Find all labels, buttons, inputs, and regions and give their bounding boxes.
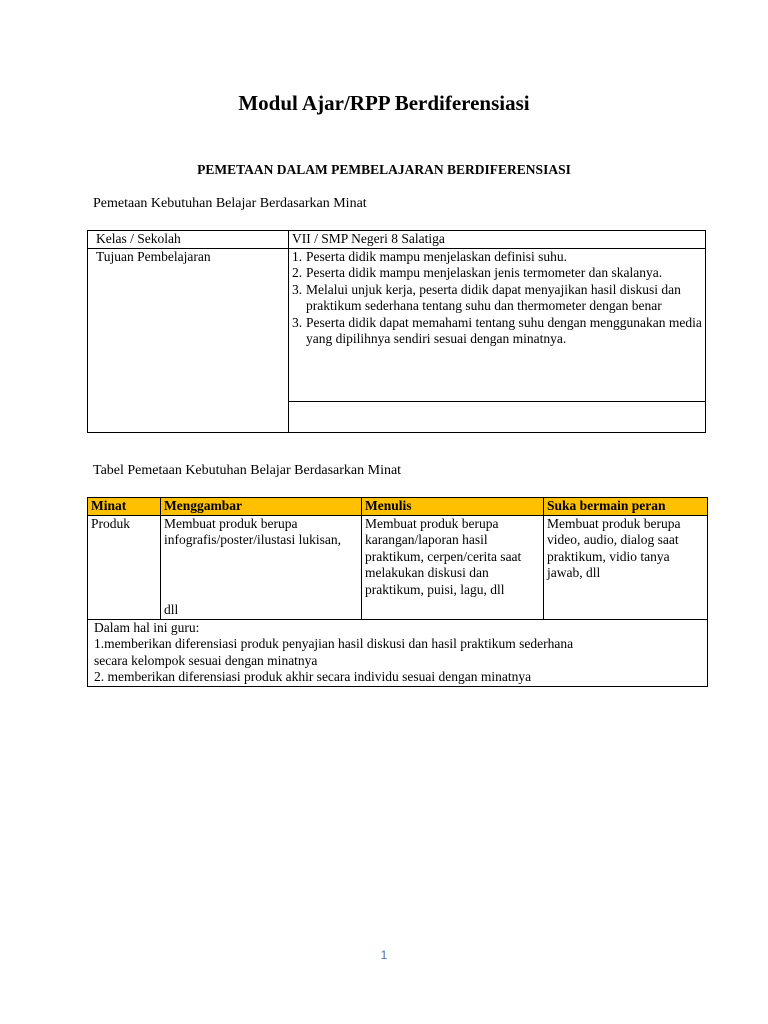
cell-menulis: Membuat produk berupa karangan/laporan hasil praktikum, cerpen/cerita saat melakukan diskusi dan praktikum, puisi, lagu, dll <box>362 515 544 619</box>
class-label: Kelas / Sekolah <box>88 231 289 249</box>
page-number: 1 <box>380 948 388 962</box>
class-value: VII / SMP Negeri 8 Salatiga <box>289 231 706 249</box>
section-subtitle: PEMETAAN DALAM PEMBELAJARAN BERDIFERENSIASI <box>197 162 571 177</box>
list-item: 2. Peserta didik mampu menjelaskan jenis termometer dan skalanya. <box>292 265 663 280</box>
table-header-row <box>88 498 708 516</box>
objectives-label: Tujuan Pembelajaran <box>88 248 289 432</box>
header-minat: Minat <box>88 498 161 516</box>
list-item: 1. Peserta didik mampu menjelaskan definisi suhu. <box>292 248 567 264</box>
menggambar-dll: dll <box>164 602 179 617</box>
note-line: secara kelompok sesuai dengan minatnya <box>94 652 318 668</box>
header-peran: Suka bermain peran <box>544 498 708 516</box>
note-line: 1.memberikan diferensiasi produk penyajian hasil diskusi dan hasil praktikum sederhana <box>94 636 574 651</box>
row-label-produk: Produk <box>88 515 161 619</box>
table-row <box>88 515 708 619</box>
list-item: 3. Peserta didik dapat memahami tentang suhu dengan menggunakan media yang dipilihnya sendiri sesuai dengan minatnya. <box>292 314 702 346</box>
table2-caption: Tabel Pemetaan Kebutuhan Belajar Berdasarkan Minat <box>93 463 402 478</box>
objectives-list <box>292 249 702 348</box>
note-line: Dalam hal ini guru: <box>94 619 200 635</box>
cell-peran: Membuat produk berupa video, audio, dialog saat praktikum, vidio tanya jawab, dll <box>544 515 708 619</box>
table-row <box>88 619 708 686</box>
document-title: Modul Ajar/RPP Berdiferensiasi <box>238 91 530 115</box>
note-line: 2. memberikan diferensiasi produk akhir secara individu sesuai dengan minatnya <box>94 669 532 684</box>
cell-menggambar <box>161 515 362 619</box>
objectives-cell <box>289 248 706 401</box>
header-menulis: Menulis <box>362 498 544 516</box>
interest-mapping-table <box>87 497 708 687</box>
teacher-notes-cell <box>88 619 708 686</box>
list-item: 3. Melalui unjuk kerja, peserta didik dapat menyajikan hasil diskusi dan praktikum sederhana tentang suhu dan thermometer dengan benar <box>292 281 681 313</box>
table1-caption: Pemetaan Kebutuhan Belajar Berdasarkan Minat <box>93 196 367 211</box>
table-row <box>88 231 706 249</box>
empty-cell <box>289 401 706 432</box>
header-menggambar: Menggambar <box>161 498 362 516</box>
menggambar-text: Membuat produk berupa infografis/poster/ilustasi lukisan, <box>164 515 341 547</box>
table-row <box>88 248 706 401</box>
class-info-table <box>87 230 706 433</box>
